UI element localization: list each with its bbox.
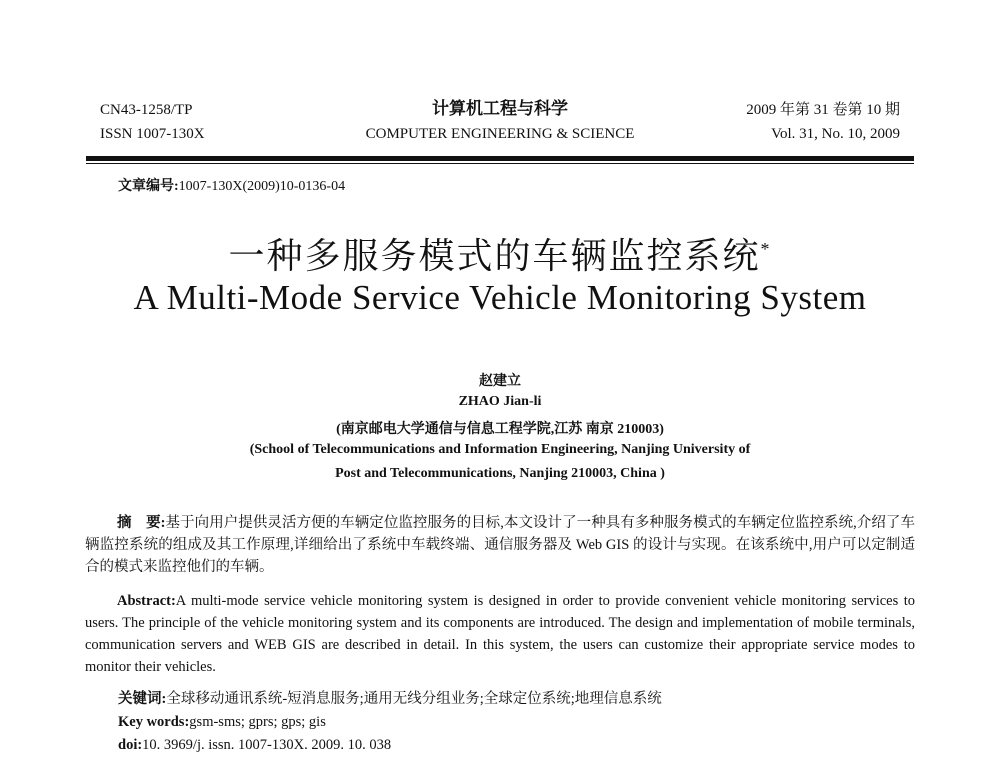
doi-text: 10. 3969/j. issn. 1007-130X. 2009. 10. 038 — [142, 737, 392, 753]
abstract-chinese — [85, 512, 915, 578]
abstract-english-label: Abstract: — [117, 593, 176, 609]
abstract-english — [85, 590, 915, 678]
doi — [118, 734, 391, 756]
keywords-english-text: gsm-sms; gprs; gps; gis — [189, 714, 326, 730]
title-english: A Multi-Mode Service Vehicle Monitoring System — [133, 278, 867, 317]
keywords-chinese-text: 全球移动通讯系统-短消息服务;通用无线分组业务;全球定位系统;地理信息系统 — [166, 691, 662, 707]
doi-label: doi: — [118, 737, 143, 753]
keywords-english-label: Key words: — [118, 714, 190, 730]
title-chinese — [0, 228, 1000, 279]
journal-issn: ISSN 1007-130X — [100, 126, 205, 142]
journal-title-chinese: 计算机工程与科学 — [432, 99, 568, 118]
title-footnote-mark: * — [760, 239, 772, 259]
affiliation-english-line2: Post and Telecommunications, Nanjing 210003, China ) — [335, 466, 665, 481]
journal-title-english: COMPUTER ENGINEERING & SCIENCE — [365, 126, 635, 142]
affiliation-english-line1: (School of Telecommunications and Information Engineering, Nanjing University of — [249, 442, 751, 457]
abstract-chinese-text: 基于向用户提供灵活方便的车辆定位监控服务的目标,本文设计了一种具有多种服务模式的车辆定位监控系统,介绍了车辆监控系统的组成及其工作原理,详细给出了系统中车载终端、通信服务器及 Web GIS 的设计与实现。在该系统中,用户可以定制适合的模式来监控他们的车辆。 — [85, 515, 915, 575]
article-number-value: 1007-130X(2009)10-0136-04 — [178, 179, 346, 194]
title-chinese-text: 一种多服务模式的车辆监控系统 — [228, 236, 761, 276]
abstract-english-text: A multi-mode service vehicle monitoring system is designed in order to provide convenient vehicle monitoring services to users. The principle of the vehicle monitoring system and its components are introduced. The design and implementation of mobile terminals, communication servers and WEB GIS are described in detail. In this system, the users can customize their appropriate service modes to monitor their vehicles. — [85, 593, 915, 675]
keywords-chinese — [118, 688, 662, 710]
journal-issue-english: Vol. 31, No. 10, 2009 — [771, 126, 900, 142]
keywords-english — [118, 711, 326, 733]
header-rule-thin — [86, 163, 914, 164]
journal-cn-code: CN43-1258/TP — [100, 102, 193, 118]
journal-issue-chinese: 2009 年第 31 卷第 10 期 — [746, 102, 900, 118]
header-rule-thick — [86, 156, 914, 161]
author-english: ZHAO Jian-li — [458, 394, 542, 409]
article-number-label: 文章编号: — [118, 179, 179, 194]
article-number — [118, 175, 345, 195]
author-chinese: 赵建立 — [479, 374, 521, 389]
abstract-chinese-label: 摘 要: — [117, 515, 166, 531]
keywords-chinese-label: 关键词: — [118, 691, 167, 707]
affiliation-chinese: (南京邮电大学通信与信息工程学院,江苏 南京 210003) — [336, 422, 664, 437]
